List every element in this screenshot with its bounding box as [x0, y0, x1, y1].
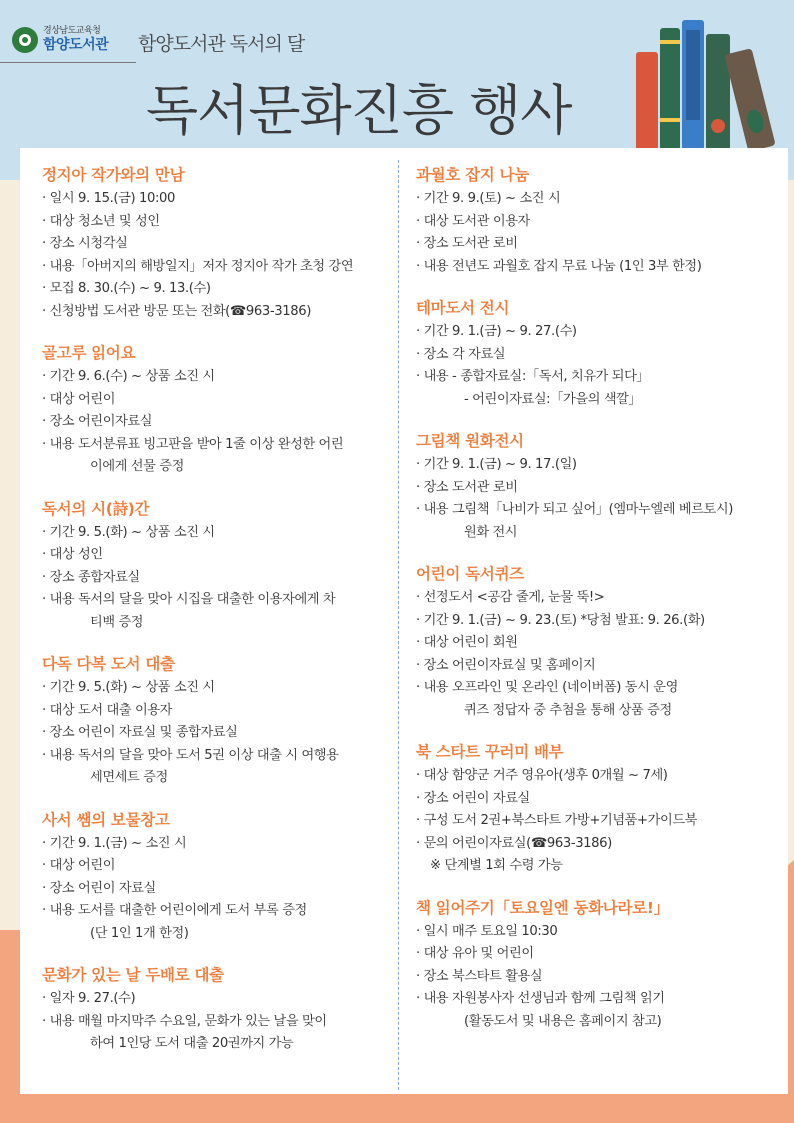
event-title: 과월호 잡지 나눔 [416, 166, 529, 184]
event-title: 독서의 시(詩)간 [42, 499, 150, 518]
event-detail: · 내용 그림책「나비가 되고 싶어」(엠마누엘레 베르토시) [416, 502, 733, 517]
event-section [42, 964, 402, 1056]
event-title: 테마도서 전시 [416, 299, 510, 317]
event-detail: · 장소 종합자료실 [42, 569, 140, 585]
event-detail: · 대상 도서관 이용자 [416, 213, 530, 229]
event-detail: · 내용 독서의 달을 맞아 시집을 대출한 이용자에게 차 [42, 592, 336, 607]
event-detail: · 장소 어린이자료실 및 홈페이지 [416, 657, 596, 673]
event-section [416, 164, 776, 278]
event-detail: · 기간 9. 1.(금) ~ 9. 27.(수) [416, 324, 577, 339]
left-column [42, 164, 402, 1075]
event-section [416, 563, 776, 722]
event-detail: · 장소 어린이 자료실 [42, 880, 156, 896]
event-title: 문화가 있는 날 두배로 대출 [42, 966, 224, 984]
event-detail: · 장소 도서관 로비 [416, 236, 518, 251]
event-section [42, 342, 402, 479]
event-section [42, 164, 402, 323]
event-detail: · 장소 각 자료실 [416, 346, 506, 362]
books-illustration-icon [620, 10, 790, 150]
event-detail: · 기간 9. 1.(금) ~ 9. 23.(토) *당첨 발표: 9. 26.(화) [416, 612, 705, 628]
event-detail: · 장소 북스타트 활용실 [416, 968, 543, 984]
event-detail-continued: (단 1인 1개 한정) [90, 925, 189, 941]
event-title: 다독 다복 도서 대출 [42, 655, 175, 673]
event-section [42, 653, 402, 790]
org-logo [12, 26, 108, 53]
event-detail: · 일시 매주 토요일 10:30 [416, 923, 558, 939]
event-title: 북 스타트 꾸러미 배부 [416, 743, 564, 761]
event-detail: · 일시 9. 15.(금) 10:00 [42, 191, 176, 206]
event-detail-continued: 티백 증정 [90, 614, 144, 630]
event-section [42, 498, 402, 635]
event-detail: · 일자 9. 27.(수) [42, 991, 136, 1006]
event-detail: · 내용「아버지의 해방일지」저자 정지아 작가 초청 강연 [42, 258, 354, 274]
event-detail-continued: 퀴즈 정답자 중 추첨을 통해 상품 증정 [464, 702, 672, 718]
event-detail: · 내용 전년도 과월호 잡지 무료 나눔 (1인 3부 한정) [416, 258, 702, 274]
event-section [416, 897, 776, 1034]
event-title: 사서 쌤의 보물창고 [42, 810, 170, 829]
event-detail-continued: 하여 1인당 도서 대출 20권까지 가능 [90, 1036, 294, 1051]
event-detail: · 기간 9. 9.(토) ~ 소진 시 [416, 191, 561, 206]
event-detail: · 대상 유아 및 어린이 [416, 946, 534, 961]
event-detail: · 대상 청소년 및 성인 [42, 213, 160, 229]
event-detail: · 기간 9. 1.(금) ~ 9. 17.(일) [416, 457, 577, 472]
event-detail: · 기간 9. 6.(수) ~ 상품 소진 시 [42, 369, 215, 384]
event-detail-continued: - 어린이자료실:「가을의 색깔」 [464, 391, 642, 407]
event-detail: · 대상 어린이 회원 [416, 635, 518, 650]
event-detail: · 장소 도서관 로비 [416, 479, 518, 495]
event-detail: · 기간 9. 5.(화) ~ 상품 소진 시 [42, 524, 215, 540]
event-detail: · 내용 독서의 달을 맞아 도서 5권 이상 대출 시 여행용 [42, 747, 339, 763]
event-detail: · 대상 도서 대출 이용자 [42, 702, 173, 718]
event-detail: · 내용 - 종합자료실:「독서, 치유가 되다」 [416, 369, 650, 384]
event-detail: · 내용 매월 마지막주 수요일, 문화가 있는 날을 맞이 [42, 1013, 327, 1029]
event-detail: · 대상 성인 [42, 547, 103, 562]
event-title: 골고루 읽어요 [42, 344, 136, 362]
event-section [42, 809, 402, 946]
event-detail: · 내용 도서분류표 빙고판을 받아 1줄 이상 완성한 어린 [42, 436, 344, 452]
event-detail-continued: 이에게 선물 증정 [90, 459, 184, 474]
event-detail: · 기간 9. 1.(금) ~ 소진 시 [42, 835, 187, 851]
event-detail-continued: 세면세트 증정 [90, 770, 168, 785]
event-section [416, 741, 776, 878]
event-detail: · 내용 오프라인 및 온라인 (네이버폼) 동시 운영 [416, 680, 678, 695]
event-detail: · 내용 자원봉사자 선생님과 함께 그림책 읽기 [416, 991, 665, 1006]
event-title: 그림책 원화전시 [416, 432, 524, 450]
page-title: 독서문화진흥 행사 [146, 79, 572, 142]
event-section [416, 297, 776, 411]
event-title: 어린이 독서퀴즈 [416, 565, 524, 583]
event-detail: · 장소 어린이 자료실 및 종합자료실 [42, 725, 238, 740]
event-detail: · 장소 어린이자료실 [42, 414, 153, 429]
event-detail: · 문의 어린이자료실(☎963-3186) [416, 835, 612, 851]
right-column [416, 164, 776, 1052]
header-underline [0, 62, 136, 63]
event-detail: · 대상 어린이 [42, 391, 116, 407]
event-title: 정지아 작가와의 만남 [42, 166, 185, 184]
emblem-icon [12, 27, 38, 53]
event-title: 책 읽어주기「토요일엔 동화나라로!」 [416, 898, 669, 917]
event-detail: · 기간 9. 5.(화) ~ 상품 소진 시 [42, 680, 215, 695]
event-detail: · 모집 8. 30.(수) ~ 9. 13.(수) [42, 281, 211, 296]
event-detail: · 대상 어린이 [42, 858, 116, 873]
event-detail: · 대상 함양군 거주 영유아(생후 0개월 ~ 7세) [416, 768, 668, 783]
event-detail-continued: (활동도서 및 내용은 홈페이지 참고) [464, 1013, 662, 1029]
event-detail-continued: 원화 전시 [464, 524, 518, 540]
event-detail: · 선정도서 <공감 줄게, 눈물 뚝!> [416, 590, 605, 605]
event-detail: · 장소 시청각실 [42, 236, 128, 251]
event-detail: · 장소 어린이 자료실 [416, 790, 530, 806]
org-top-label: 경상남도교육청 [43, 26, 101, 36]
header-subtitle: 함양도서관 독서의 달 [138, 33, 305, 55]
event-detail: · 구성 도서 2권+북스타트 가방+기념품+가이드북 [416, 813, 698, 828]
event-note: ※ 단계별 1회 수령 가능 [430, 858, 563, 873]
event-detail: · 신청방법 도서관 방문 또는 전화(☎963-3186) [42, 303, 311, 319]
event-section [416, 430, 776, 544]
org-name: 함양도서관 [43, 37, 109, 53]
event-detail: · 내용 도서를 대출한 어린이에게 도서 부록 증정 [42, 903, 307, 918]
